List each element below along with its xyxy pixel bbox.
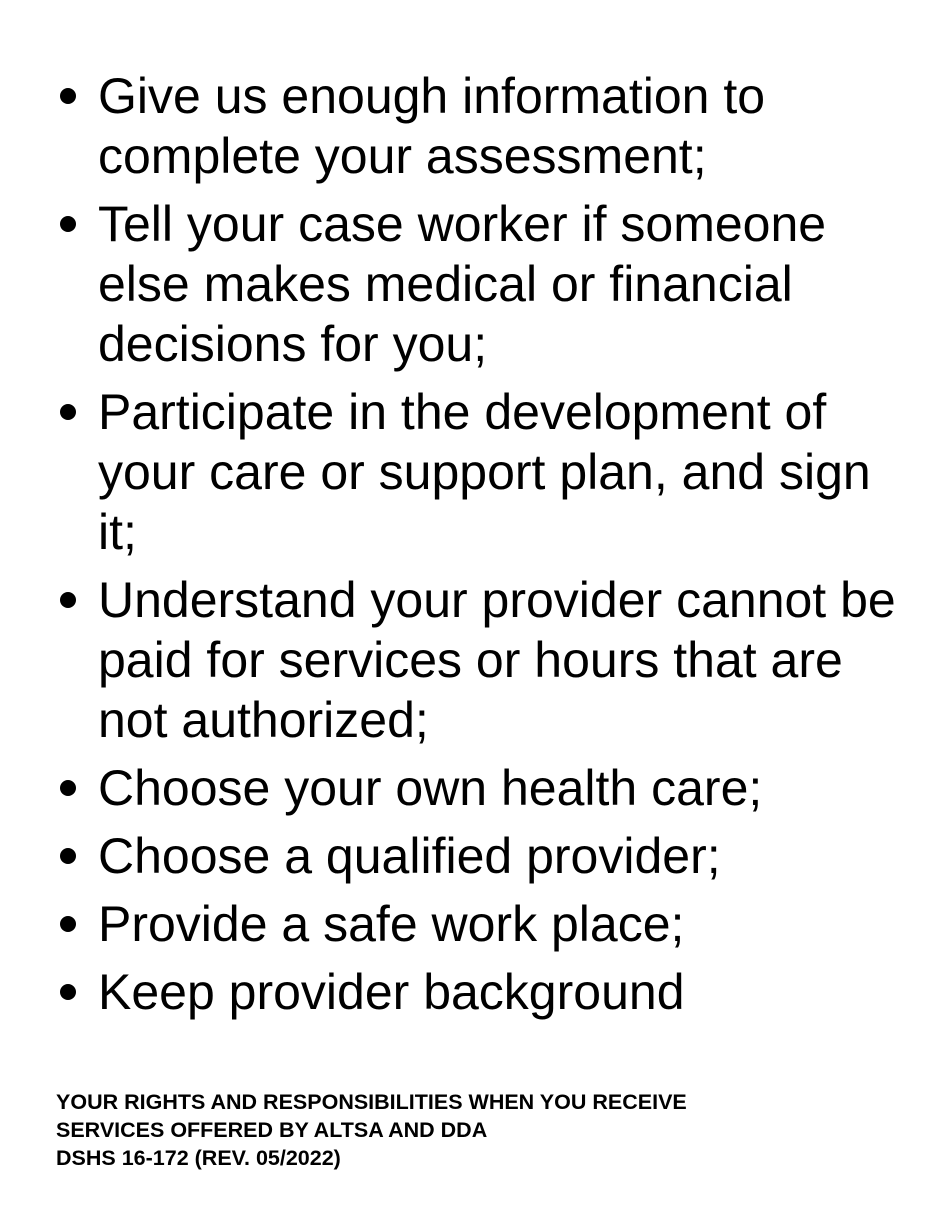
list-item-text: Tell your case worker if someone else makes medical or financial decisions for you; <box>98 196 827 372</box>
list-item-text: Provide a safe work place; <box>98 896 685 952</box>
list-item-text: Choose a qualified provider; <box>98 828 721 884</box>
bullet-icon <box>60 916 76 932</box>
bullet-icon <box>60 848 76 864</box>
bullet-icon <box>60 984 76 1000</box>
bullet-icon <box>60 780 76 796</box>
list-item-text: Give us enough information to complete your assessment; <box>98 68 766 184</box>
list-item <box>56 826 896 886</box>
bullet-icon <box>60 216 76 232</box>
document-footer <box>56 1088 896 1172</box>
list-item <box>56 894 896 954</box>
list-item <box>56 758 896 818</box>
responsibilities-list <box>56 66 896 1030</box>
list-item-text: Keep provider background <box>98 964 685 1020</box>
bullet-icon <box>60 88 76 104</box>
list-item <box>56 66 896 186</box>
footer-title-line-1: YOUR RIGHTS AND RESPONSIBILITIES WHEN YOU RECEIVE <box>56 1090 687 1114</box>
list-item <box>56 962 896 1022</box>
list-item-text: Choose your own health care; <box>98 760 763 816</box>
list-item-text: Understand your provider cannot be paid for services or hours that are not authorized; <box>98 572 896 748</box>
bullet-icon <box>60 404 76 420</box>
list-item <box>56 382 896 562</box>
footer-title-line-2: SERVICES OFFERED BY ALTSA AND DDA <box>56 1118 488 1142</box>
list-item <box>56 570 896 750</box>
list-item <box>56 194 896 374</box>
bullet-icon <box>60 592 76 608</box>
form-number: DSHS 16-172 (REV. 05/2022) <box>56 1146 341 1170</box>
list-item-text: Participate in the development of your care or support plan, and sign it; <box>98 384 871 560</box>
